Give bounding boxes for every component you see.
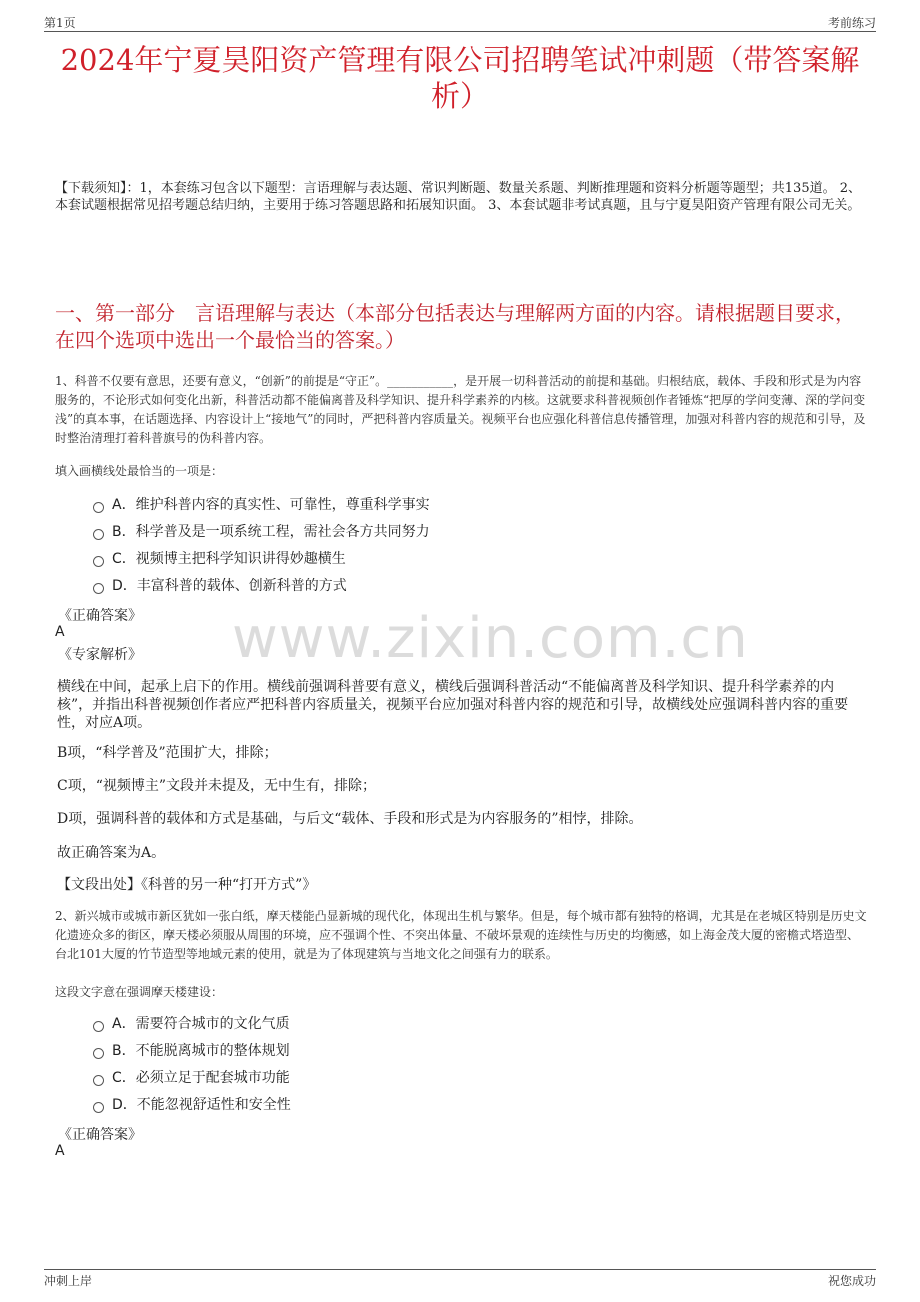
- radio-icon[interactable]: [93, 1048, 104, 1059]
- document-title: 2024年宁夏昊阳资产管理有限公司招聘笔试冲刺题（带答案解析）: [60, 43, 860, 113]
- option-text: 维护科普内容的真实性、可靠性，尊重科学事实: [135, 497, 430, 513]
- radio-icon[interactable]: [93, 502, 104, 513]
- radio-icon[interactable]: [93, 529, 104, 540]
- option-text: 不能忽视舒适性和安全性: [136, 1097, 291, 1113]
- option-label: A．: [112, 1016, 136, 1032]
- watermark: www.zixin.com.cn: [232, 606, 749, 671]
- question-1-text: 1、科普不仅要有意思，还要有意义，“创新”的前提是“守正”。___________，是开展一切科普活动的前提和基础。归根结底，载体、手段和形式是为内容服务的，不论形式如何变化出新，科普活动都不能偏离普及科学知识、提升科学素养的内核。这就要求科普视频创作者锤炼“把厚的学问变薄、深的学问变浅”的真本事，在话题选择、内容设计上“接地气”的同时，严把科普内容质量关。视频平台也应强化科普信息传播管理，加强对科普内容的规范和引导，及时整治清理打着科普旗号的伪科普内容。: [55, 374, 866, 445]
- option-label: B．: [112, 1043, 136, 1059]
- option-text: 丰富科普的载体、创新科普的方式: [136, 578, 347, 594]
- radio-icon[interactable]: [93, 1021, 104, 1032]
- q1-answer-heading: 《正确答案》: [58, 608, 142, 624]
- question-2-text: 2、新兴城市或城市新区犹如一张白纸，摩天楼能凸显新城的现代化，体现出生机与繁华。但是，每个城市都有独特的格调，尤其是在老城区特别是历史文化遗迹众多的街区，摩天楼必须服从周围的环境，应不强调个性、不突出体量、不破坏景观的连续性与历史的均衡感，如上海金茂大厦的密檐式塔造型、台北101大厦的竹节造型等地域元素的使用，就是为了体现建筑与当地文化之间强有力的联系。: [55, 909, 867, 961]
- q1-source: 【文段出处】《科普的另一种“打开方式”》: [57, 877, 317, 893]
- q1-option-b[interactable]: [93, 522, 430, 542]
- radio-icon[interactable]: [93, 1102, 104, 1113]
- radio-icon[interactable]: [93, 1075, 104, 1086]
- q2-option-d[interactable]: [93, 1095, 291, 1115]
- option-label: C．: [112, 551, 136, 567]
- option-text: 需要符合城市的文化气质: [135, 1016, 290, 1032]
- q1-answer: A: [55, 624, 65, 640]
- q2-answer-heading: 《正确答案》: [58, 1127, 142, 1143]
- header-label: 考前练习: [827, 16, 876, 30]
- q2-answer: A: [55, 1143, 65, 1159]
- option-label: A．: [112, 497, 136, 513]
- q1-option-d[interactable]: [93, 576, 347, 596]
- q1-conclusion: 故正确答案为A。: [57, 845, 166, 861]
- q2-option-a[interactable]: [93, 1014, 290, 1034]
- q2-option-c[interactable]: [93, 1068, 290, 1088]
- q1-analysis-c: C项，“视频博主”文段并未提及，无中生有，排除；: [57, 778, 377, 794]
- q1-option-a[interactable]: [93, 495, 430, 515]
- download-notice: 【下载须知】：1，本套练习包含以下题型：言语理解与表达题、常识判断题、数量关系题、判断推理题和资料分析题等题型；共135道。 2、本套试题根据常见招考题总结归纳，主要用于练习答题思路和拓展知识面。 3、本套试题非考试真题，且与宁夏昊阳资产管理有限公司无关。: [55, 181, 861, 213]
- q1-analysis-b: B项，“科学普及”范围扩大，排除；: [57, 745, 278, 761]
- q1-analysis-d: D项，强调科普的载体和方式是基础，与后文“载体、手段和形式是为内容服务的”相悖，排除。: [57, 811, 643, 827]
- footer-right: 祝您成功: [827, 1274, 876, 1288]
- footer-left: 冲刺上岸: [44, 1274, 93, 1288]
- option-label: C．: [112, 1070, 136, 1086]
- q1-analysis-main: 横线在中间，起承上启下的作用。横线前强调科普要有意义，横线后强调科普活动“不能偏离普及科学知识、提升科学素养的内核”，并指出科普视频创作者应严把科普内容质量关，视频平台应加强对科普内容的规范和引导，故横线处应强调科普内容的重要性，对应A项。: [57, 679, 849, 731]
- option-text: 必须立足于配套城市功能: [135, 1070, 290, 1086]
- q2-option-b[interactable]: [93, 1041, 290, 1061]
- option-text: 不能脱离城市的整体规划: [135, 1043, 290, 1059]
- header-rule: [44, 31, 876, 32]
- section-heading: 一、第一部分 言语理解与表达（本部分包括表达与理解两方面的内容。请根据题目要求，在四个选项中选出一个最恰当的答案。）: [55, 301, 855, 352]
- footer-rule: [44, 1269, 876, 1270]
- q1-analysis-heading: 《专家解析》: [58, 647, 142, 663]
- radio-icon[interactable]: [93, 583, 104, 594]
- page-number: 第1页: [44, 16, 76, 30]
- question-2-prompt: 这段文字意在强调摩天楼建设：: [55, 985, 224, 999]
- option-text: 视频博主把科学知识讲得妙趣横生: [135, 551, 346, 567]
- radio-icon[interactable]: [93, 556, 104, 567]
- option-label: D．: [112, 578, 137, 594]
- option-text: 科学普及是一项系统工程，需社会各方共同努力: [135, 524, 430, 540]
- q1-option-c[interactable]: [93, 549, 346, 569]
- question-1-prompt: 填入画横线处最恰当的一项是：: [55, 464, 224, 478]
- option-label: B．: [112, 524, 136, 540]
- option-label: D．: [112, 1097, 137, 1113]
